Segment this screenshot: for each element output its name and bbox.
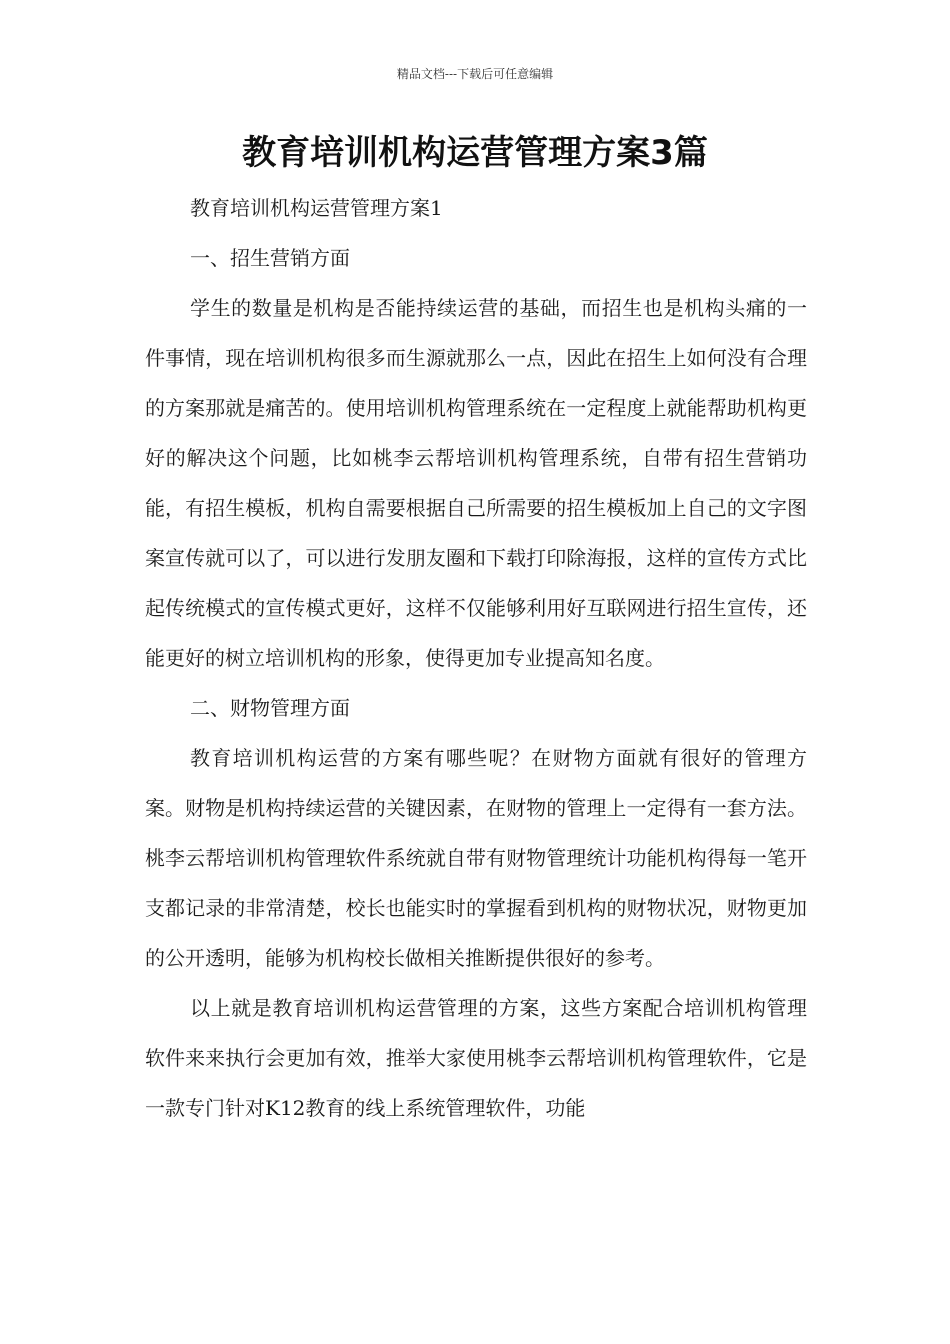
section-paragraph-enrollment: 学生的数量是机构是否能持续运营的基础，而招生也是机构头痛的一件事情，现在培训机构很多而生源就那么一点，因此在招生上如何没有合理的方案那就是痛苦的。使用培训机构管理系统在一定程度上就能帮助机构更好的解决这个问题，比如桃李云帮培训机构管理系统，自带有招生营销功能，有招生模板，机构自需要根据自己所需要的招生模板加上自己的文字图案宣传就可以了，可以进行发朋友圈和下载打印除海报，这样的宣传方式比起传统模式的宣传模式更好，这样不仅能够利用好互联网进行招生宣传，还能更好的树立培训机构的形象，使得更加专业提高知名度。 <box>145 296 807 670</box>
document-body <box>145 183 807 1133</box>
header-note: 精品文档---下载后可任意编辑 <box>396 67 554 81</box>
section-paragraph-finance: 教育培训机构运营的方案有哪些呢？在财物方面就有很好的管理方案。财物是机构持续运营的关键因素，在财物的管理上一定得有一套方法。桃李云帮培训机构管理软件系统就自带有财物管理统计功能机构得每一笔开支都记录的非常清楚，校长也能实时的掌握看到机构的财物状况，财物更加的公开透明，能够为机构校长做相关推断提供很好的参考。 <box>145 746 807 970</box>
closing-paragraph: 以上就是教育培训机构运营管理的方案，这些方案配合培训机构管理软件来来执行会更加有效，推举大家使用桃李云帮培训机构管理软件，它是一款专门针对K12教育的线上系统管理软件，功能 <box>145 996 807 1120</box>
document-title: 教育培训机构运营管理方案3篇 <box>242 133 708 173</box>
section-heading-finance: 二、财物管理方面 <box>190 696 350 720</box>
section-heading-enrollment: 一、招生营销方面 <box>190 246 350 270</box>
document-subtitle: 教育培训机构运营管理方案1 <box>190 196 443 220</box>
